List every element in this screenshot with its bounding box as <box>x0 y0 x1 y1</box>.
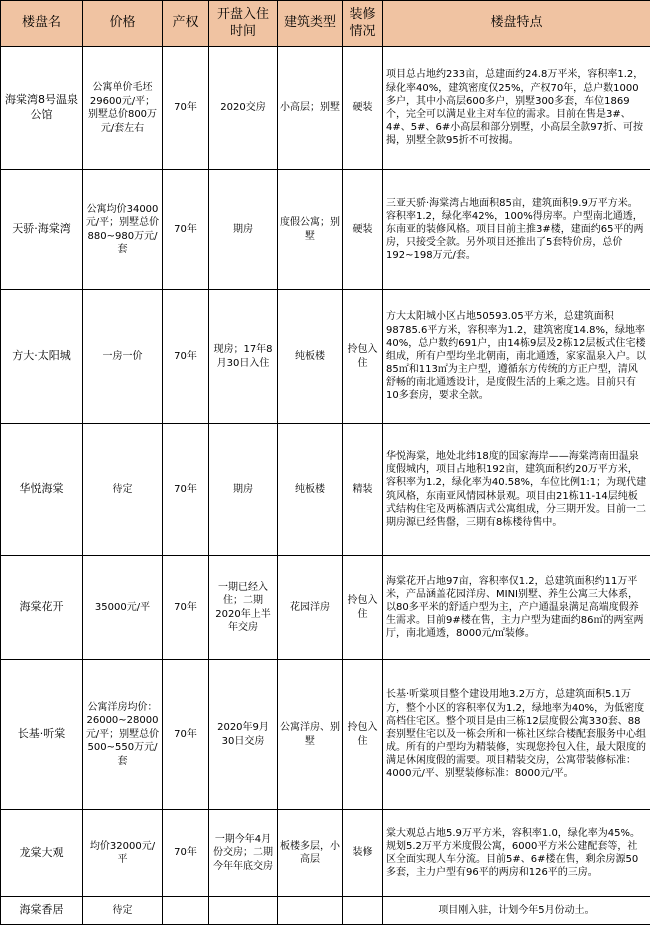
table-row <box>1 290 650 424</box>
feature-cell: 项目刚入驻，计划今年5月份动土。 <box>383 897 650 925</box>
header-decor: 装修情况 <box>343 1 383 47</box>
property-name: 方大·太阳城 <box>1 290 83 424</box>
property-name: 海棠香居 <box>1 897 83 925</box>
table-row <box>1 424 650 556</box>
feature-cell: 海棠花开占地97亩，容积率仅1.2，总建筑面积约11万平米，产品涵盖花园洋房、MINI别墅、养生公寓三大体系，以80多平米的舒适户型为主，产户通温泉满足高端度假养生需求。目前9#楼在售，主力户型为建面约86㎡的两室两厅，南北通透，8000元/㎡装修。 <box>383 556 650 660</box>
decor-cell: 硬装 <box>343 170 383 290</box>
price-cell: 一房一价 <box>83 290 163 424</box>
decor-cell: 精装 <box>343 424 383 556</box>
property-name: 华悦海棠 <box>1 424 83 556</box>
header-name: 楼盘名 <box>1 1 83 47</box>
feature-cell: 棠大观总占地5.9万平方米，容积率1.0，绿化率为45%。规划5.2万平方米度假公寓，6000平方米公建配套等，社区全面实现人车分流。目前5#、6#楼在售，剩余房源50多套，主力户型有96平的两房和126平的三房。 <box>383 810 650 897</box>
open-cell: 期房 <box>209 424 278 556</box>
term-cell: 70年 <box>163 556 209 660</box>
feature-cell: 长基·听棠项目整个建设用地3.2万方，总建筑面积5.1万方，整个小区的容积率仅为1.2，绿地率为40%，为低密度高档住宅区。整个项目是由三栋12层度假公寓330套、88套别墅住宅以及一栋会所和一栋社区综合楼配套服务中心组成。所有的户型均为精装修，实现您拎包入住，最大限度的满足休闲度假的需要。项目精装交房，公寓带装修标准：4000元/平、别墅装修标准：8000元/平。 <box>383 660 650 810</box>
term-cell: 70年 <box>163 47 209 170</box>
property-name: 天骄·海棠湾 <box>1 170 83 290</box>
decor-cell: 装修 <box>343 810 383 897</box>
header-price: 价格 <box>83 1 163 47</box>
term-cell <box>163 897 209 925</box>
header-type: 建筑类型 <box>278 1 343 47</box>
feature-cell: 项目总占地约233亩，总建面约24.8万平米，容积率1.2，绿化率40%，建筑密度仅25%，产权70年，总户数1000多户，其中小高层600多户，别墅300多套，车位1869个，完全可以满足业主对车位的需求。目前在售是3#、4#、5#、6#小高层和部分别墅，小高层全款97折、可按揭，别墅全款95折不可按揭。 <box>383 47 650 170</box>
type-cell <box>278 897 343 925</box>
table-row <box>1 556 650 660</box>
price-cell: 公寓单价毛坯29600元/平；别墅总价800万元/套左右 <box>83 47 163 170</box>
type-cell: 度假公寓；别墅 <box>278 170 343 290</box>
price-cell: 公寓均价34000元/平；别墅总价880~980万元/套 <box>83 170 163 290</box>
feature-cell: 方大太阳城小区占地50593.05平方米，总建筑面积98785.6平方米，容积率为1.2，建筑密度14.8%，绿地率40%，总户数约691户，由14栋9层及2栋12层板式住宅楼组成，所有户型均坐北朝南，南北通透，家家温泉入户。以85㎡和113㎡为主户型，遵循东方传统的方正户型，清风舒畅的南北通透设计，是度假生活的上乘之选。目前只有10多套房，要求全款。 <box>383 290 650 424</box>
open-cell: 2020年9月30日交房 <box>209 660 278 810</box>
type-cell: 花园洋房 <box>278 556 343 660</box>
price-cell: 均价32000元/平 <box>83 810 163 897</box>
table-row <box>1 170 650 290</box>
header-open: 开盘入住时间 <box>209 1 278 47</box>
header-feature: 楼盘特点 <box>383 1 650 47</box>
feature-cell: 华悦海棠，地处北纬18度的国家海岸——海棠湾南田温泉度假城内，项目占地积192亩，建筑面积约20万平方米，容积率为1.2，绿化率为40.58%，车位比例1:1；为现代建筑风格，东南亚风情园林景观。项目由21栋11-14层纯板式结构住宅及两栋酒店式公寓组成，分三期开发。目前一二期房源已经售罄，三期有8栋楼待售中。 <box>383 424 650 556</box>
open-cell: 现房；17年8月30日入住 <box>209 290 278 424</box>
decor-cell: 拎包入住 <box>343 660 383 810</box>
term-cell: 70年 <box>163 170 209 290</box>
open-cell <box>209 897 278 925</box>
price-cell: 待定 <box>83 897 163 925</box>
open-cell: 2020交房 <box>209 47 278 170</box>
type-cell: 公寓洋房、别墅 <box>278 660 343 810</box>
type-cell: 纯板楼 <box>278 290 343 424</box>
property-name: 海棠花开 <box>1 556 83 660</box>
open-cell: 一期今年4月份交房；二期今年年底交房 <box>209 810 278 897</box>
open-cell: 一期已经入住；二期2020年上半年交房 <box>209 556 278 660</box>
property-name: 海棠湾8号温泉公馆 <box>1 47 83 170</box>
property-name: 龙棠大观 <box>1 810 83 897</box>
type-cell: 小高层；别墅 <box>278 47 343 170</box>
decor-cell: 硬装 <box>343 47 383 170</box>
feature-cell: 三亚天骄·海棠湾占地面积85亩，建筑面积9.9万平方米。容积率1.2，绿化率42%，100%得房率。户型南北通透，东南亚的装修风格。项目目前主推3#楼，建面约65平的两房，只接受全款。另外项目还推出了5套特价房，总价192~198万元/套。 <box>383 170 650 290</box>
term-cell: 70年 <box>163 290 209 424</box>
header-term: 产权 <box>163 1 209 47</box>
type-cell: 板楼多层，小高层 <box>278 810 343 897</box>
table-row <box>1 660 650 810</box>
price-cell: 公寓洋房均价：26000~28000元/平；别墅总价500~550万元/套 <box>83 660 163 810</box>
term-cell: 70年 <box>163 660 209 810</box>
table-row <box>1 897 650 925</box>
term-cell: 70年 <box>163 810 209 897</box>
open-cell: 期房 <box>209 170 278 290</box>
term-cell: 70年 <box>163 424 209 556</box>
price-cell: 待定 <box>83 424 163 556</box>
decor-cell: 拎包入住 <box>343 556 383 660</box>
price-cell: 35000元/平 <box>83 556 163 660</box>
table-row <box>1 810 650 897</box>
header-row <box>1 1 650 47</box>
type-cell: 纯板楼 <box>278 424 343 556</box>
property-name: 长基·听棠 <box>1 660 83 810</box>
table-row <box>1 47 650 170</box>
decor-cell <box>343 897 383 925</box>
decor-cell: 拎包入住 <box>343 290 383 424</box>
